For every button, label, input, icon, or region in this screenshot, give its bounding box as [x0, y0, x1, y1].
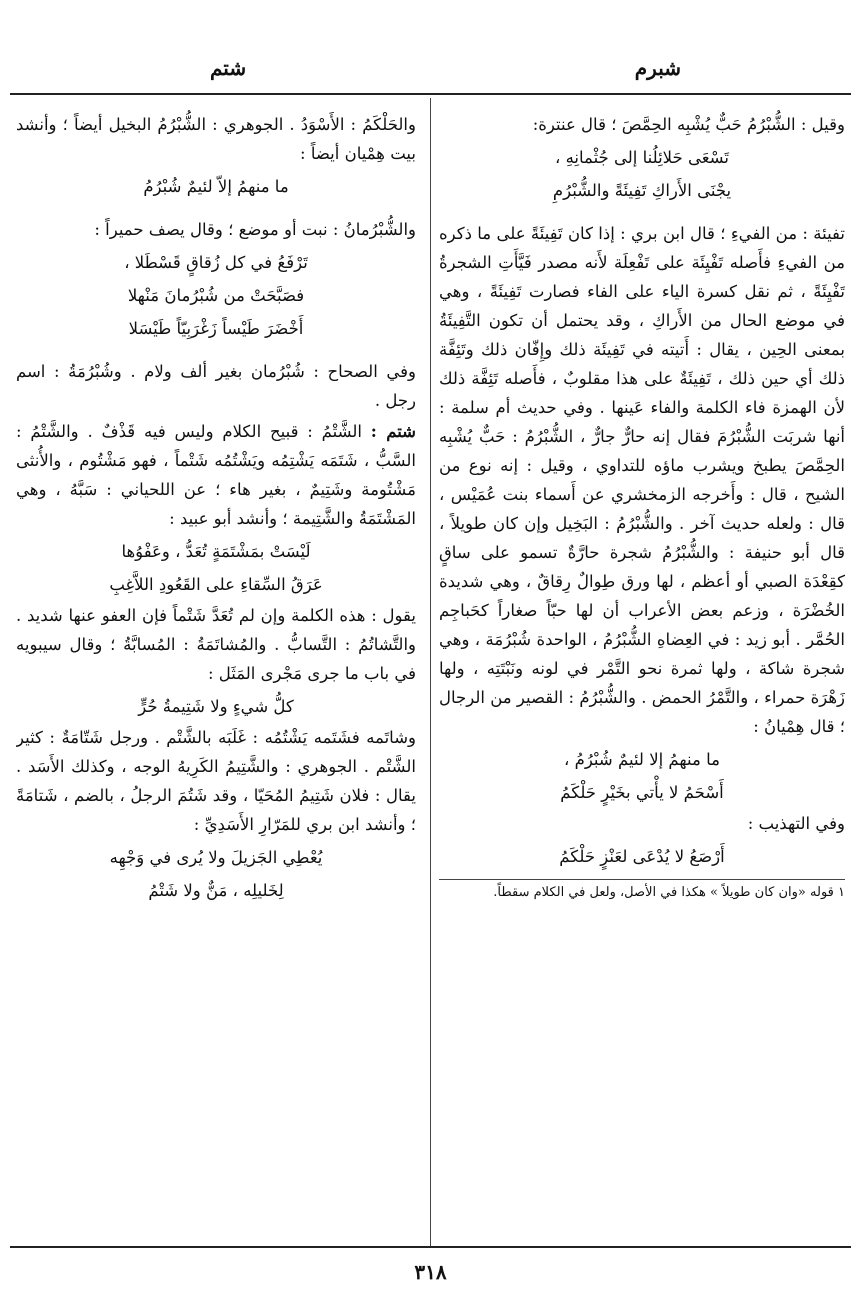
entry-headword: شتم : [370, 422, 416, 441]
header-right-word: شبرم [634, 56, 681, 80]
left-paragraph-5: يقول : هذه الكلمة وإن لم تُعَدَّ شَتْماً فإن العفو عنها شديد . والتَّشاتُمُ : التَّسابُّ . والمُشاتَمَةُ : المُسابَّةُ ؛ وقال سيبويه في باب ما جرى مَجْرى المَثَل : [16, 606, 416, 683]
footnote: ١ قوله «وان كان طويلاً » هكذا في الأصل، ولعل في الكلام سقطاً. [439, 879, 845, 902]
spacer [16, 203, 416, 215]
left-poem2-line-2: فصَبَّحَتْ من شُبْرُمانَ مَنْهلا [127, 286, 305, 305]
spacer [439, 207, 845, 219]
left-paragraph-2: والشُّبْرُمانُ : نبت أو موضع ؛ وقال يصف حميراً : [94, 220, 416, 239]
right-poem2-line-2: أَسْحَمُ لا يأْتي بخَيْرٍ حَلْكَمُ [560, 783, 724, 802]
left-entry-shatm [16, 417, 416, 533]
left-poem4-line-1: كلُّ شيءٍ ولا شَتِيمةُ حُرٍّ [138, 697, 294, 716]
right-poem3-line-1: أَرْصَعُ لا يُدْعَى لعَنْزٍ حَلْكَمُ [559, 847, 725, 866]
header-left-word: شتم [210, 56, 247, 80]
left-poem3-line-2: عَرَقُ السِّقاءِ على القَعُودِ اللاَّغِبِ [109, 575, 323, 594]
left-paragraph-6: وشاتَمه فشَتَمه يَشْتُمُه : غَلَبَه بالشَّتْم . ورجل شَتّامَةٌ : كثير الشَّتْم . الجوهري : والشَّتِيمُ الكَرِيهُ الوجه ، وكذلك الأَسَد . يقال : فلان شَتِيمُ المُحَيّا ، وقد شَتُمَ الرجلُ ، بالضم ، شَتامَةً ؛ وأنشد ابن بري للمَرّارِ الأَسَدِيِّ : [16, 728, 416, 834]
right-paragraph-1: وقيل : الشُّبْرُمُ حَبٌّ يُشْبِه الحِمَّصَ ؛ قال عنترة: [532, 115, 845, 134]
left-paragraph-1: والحَلْكَمُ : الأَسْوَدُ . الجوهري : الشُّبْرُمُ البخيل أيضاً ؛ وأنشد بيت هِمْيان أيضاً : [16, 115, 416, 163]
left-poem1-line-1: ما منهمُ إلاّ لئيمٌ شُبْرُمُ [143, 177, 289, 196]
right-column [439, 110, 845, 1210]
right-paragraph-2: تفيئة : من الفيءِ ؛ قال ابن بري : إذا كان تَفِيئَةً على ما ذكره من الفيءِ فأَصله تَفْيِئَة على تَفْعِلَة لأَنه مصدر فَيَّأَتِ الشجرةُ تَفْيِئَةً ، ثم نقل كسرة الياء على الفاء فصارت تَفِيئَةً ، وهي في موضع الحال من الأَراكِ ، وقد يحتمل أن تكون التَّفِيئَةُ بمعنى الحِين ، يقال : أَتيته في تَفِيئَة ذلك وإِفّان ذلك وتَئِفَّة ذلك أي حين ذلك ، تَفِيئَةٌ على هذا مقلوبٌ ، فأَصله تَئِفَّة ذلك لأن الهمزة فاء الكلمة والفاء عَينها . وفي حديث أم سلمة : أنها شربَت الشُّبْرُمَ فقال إنه حارٌّ جارٌّ ، الشُّبْرُمُ : حَبٌّ يُشْبِه الحِمَّصَ يطبخ ويشرب ماؤه للتداوي ، وقيل : إنه نوع من الشيح ، قال : وأَخرجه الزمخشري عن أَسماء بنت عُمَيْس ، قال : ولعله حديث آخر . والشُّبْرُمُ : البَخِيل وإن كان طويلاً ، قال أبو حنيفة : والشُّبْرُمُ شجرة حارَّةٌ تسمو على ساقٍ كقِعْدَة الصبي أو أعظم ، لها ورق طِوالٌ رِقاقٌ ، وهي شديدة الخُضْرَة ، وزعم بعض الأعراب أن لها حبّاً صغاراً كحَباجِم الحُمَّر . أبو زيد : في العِضاهِ الشُّبْرُمُ ، الواحدة شُبْرُمَة ، وهي شجرة شاكة ، ولها ثمرة نحو التَّمْر في لونه ونَبْتَتِه ، ولها زَهْرَة حمراء ، والتَّمْرُ الحمض . والشُّبْرُمُ : القصير من الرجال ؛ قال هِمْيانُ : [439, 224, 845, 736]
page-header [0, 50, 861, 90]
top-rule [10, 93, 851, 95]
left-column [16, 110, 416, 1210]
left-poem2-line-1: تَرْفَعُ في كل زُقاقٍ قَسْطَلا ، [124, 253, 308, 272]
left-poem2-line-3: أَخْضَرَ طَيْساً زَغْرَبِيّاً طَيْسَلا [128, 319, 304, 338]
page-number: ٣١٨ [414, 1260, 447, 1284]
left-paragraph-4: الشَّتْمُ : قبيح الكلام وليس فيه قَذْفٌ . والشَّتْمُ : السَّبُّ ، شَتَمَه يَشْتِمُه ويَشْتُمُه شَتْماً ، فهو مَشْتُوم ، والأُنثى مَشْتُومة وشَتِيمٌ ، بغير هاء ؛ عن اللحياني : سَبَّهُ ، وهي المَشْتَمَةُ والشَّتِيمة ؛ وأنشد أبو عبيد : [16, 422, 416, 528]
right-poem1-line-1: تَسْعَى حَلائِلُنا إلى جُثْمانِهِ ، [555, 148, 729, 167]
bottom-rule [10, 1246, 851, 1248]
spacer [16, 345, 416, 357]
left-paragraph-3: وفي الصحاح : شُبْرُمان بغير ألف ولام . وشُبْرُمَةُ : اسم رجل . [16, 362, 416, 410]
left-poem5-line-2: لِخَليلِه ، مَنٌّ ولا شَتْمُ [148, 881, 284, 900]
left-poem5-line-1: يُعْطِي الجَزيلَ ولا يُرى في وَجْهِه [109, 848, 323, 867]
column-divider [430, 98, 431, 1248]
right-poem2-line-1: ما منهمُ إلا لئيمٌ شُبْرُمُ ، [564, 750, 720, 769]
right-paragraph-3: وفي التهذيب : [747, 814, 845, 833]
left-poem3-line-1: لَيْسَتْ بمَشْتَمَةٍ تُعَدُّ ، وعَفْوُها [121, 542, 311, 561]
right-poem1-line-2: يجْنَى الأَراكِ تَفِيئَةً والشُّبْرُمِ [552, 181, 732, 200]
